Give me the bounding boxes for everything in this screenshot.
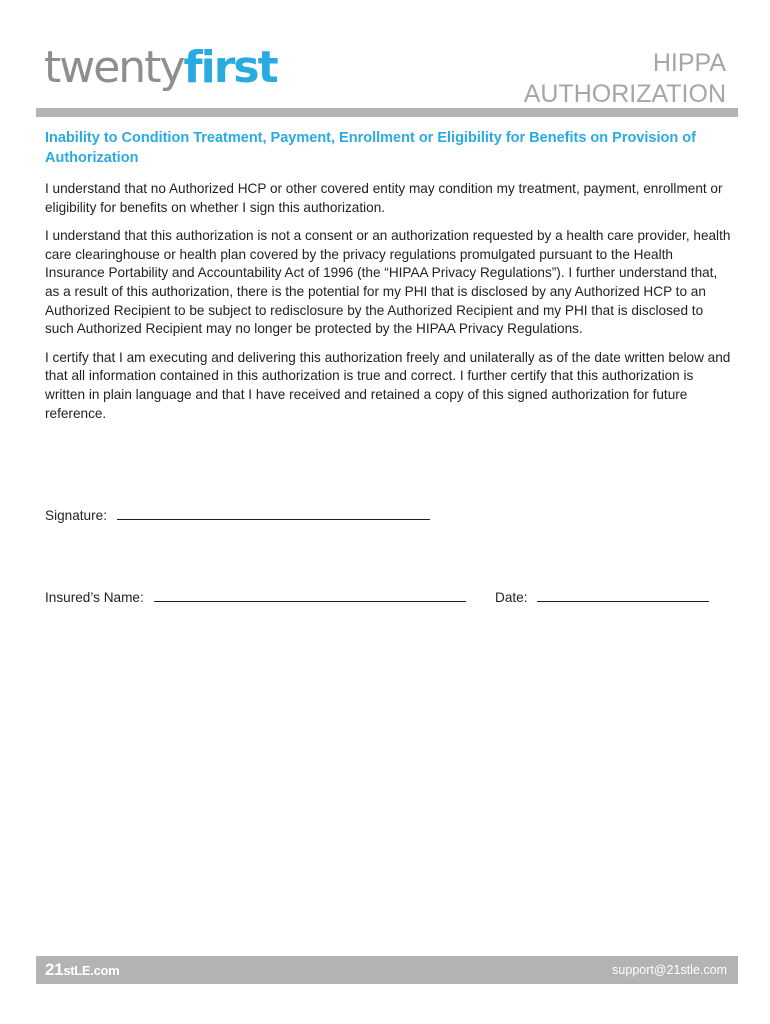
footer-brand-number: 21	[45, 960, 64, 979]
header-divider	[36, 108, 738, 117]
footer-brand-text: stLE.com	[63, 963, 120, 978]
document-title-line-1: HIPPA	[652, 49, 726, 77]
signature-row	[45, 508, 430, 523]
section-heading: Inability to Condition Treatment, Payment, Enrollment or Eligibility for Benefits on Provision of Authorization	[45, 130, 696, 166]
footer-bar	[36, 956, 738, 984]
document-title-line-2: AUTHORIZATION	[523, 80, 726, 108]
paragraph-certification: I certify that I am executing and delivering this authorization freely and unilaterally as of the date written below and that all information contained in this authorization is true and correct. I further certify that this authorization is written in plain language and that I have received and retained a copy of this signed authorization for future reference.	[45, 349, 731, 421]
insured-name-label: Insured’s Name:	[45, 590, 144, 605]
date-row	[495, 590, 709, 605]
footer-email[interactable]: support@21stle.com	[612, 963, 727, 977]
insured-name-line[interactable]	[154, 600, 466, 602]
date-line[interactable]	[537, 600, 709, 602]
footer-brand	[45, 961, 119, 980]
company-logo	[44, 38, 277, 98]
logo-text-light: twenty	[44, 42, 184, 93]
paragraph-not-consent: I understand that this authorization is not a consent or an authorization requested by a health care provider, health care clearinghouse or health plan covered by the privacy regulations promulgated pursuant to the Health Insurance Portability and Accountability Act of 1996 (the “HIPAA Privacy Regulations”). I further understand that, as a result of this authorization, there is the potential for my PHI that is disclosed by any Authorized HCP to an Authorized Recipient to be subject to redisclosure by the Authorized Recipient and my PHI that is disclosed to such Authorized Recipient may no longer be protected by the HIPAA Privacy Regulations.	[45, 228, 731, 337]
body-text	[45, 180, 735, 433]
paragraph-no-condition: I understand that no Authorized HCP or other covered entity may condition my treatment, payment, enrollment or eligibility for benefits on whether I sign this authorization.	[45, 181, 723, 215]
signature-line[interactable]	[117, 518, 430, 520]
logo-text-bold: first	[183, 42, 277, 93]
date-label: Date:	[495, 590, 528, 605]
insured-name-row	[45, 590, 466, 605]
signature-label: Signature:	[45, 508, 107, 523]
document-title	[524, 48, 726, 110]
